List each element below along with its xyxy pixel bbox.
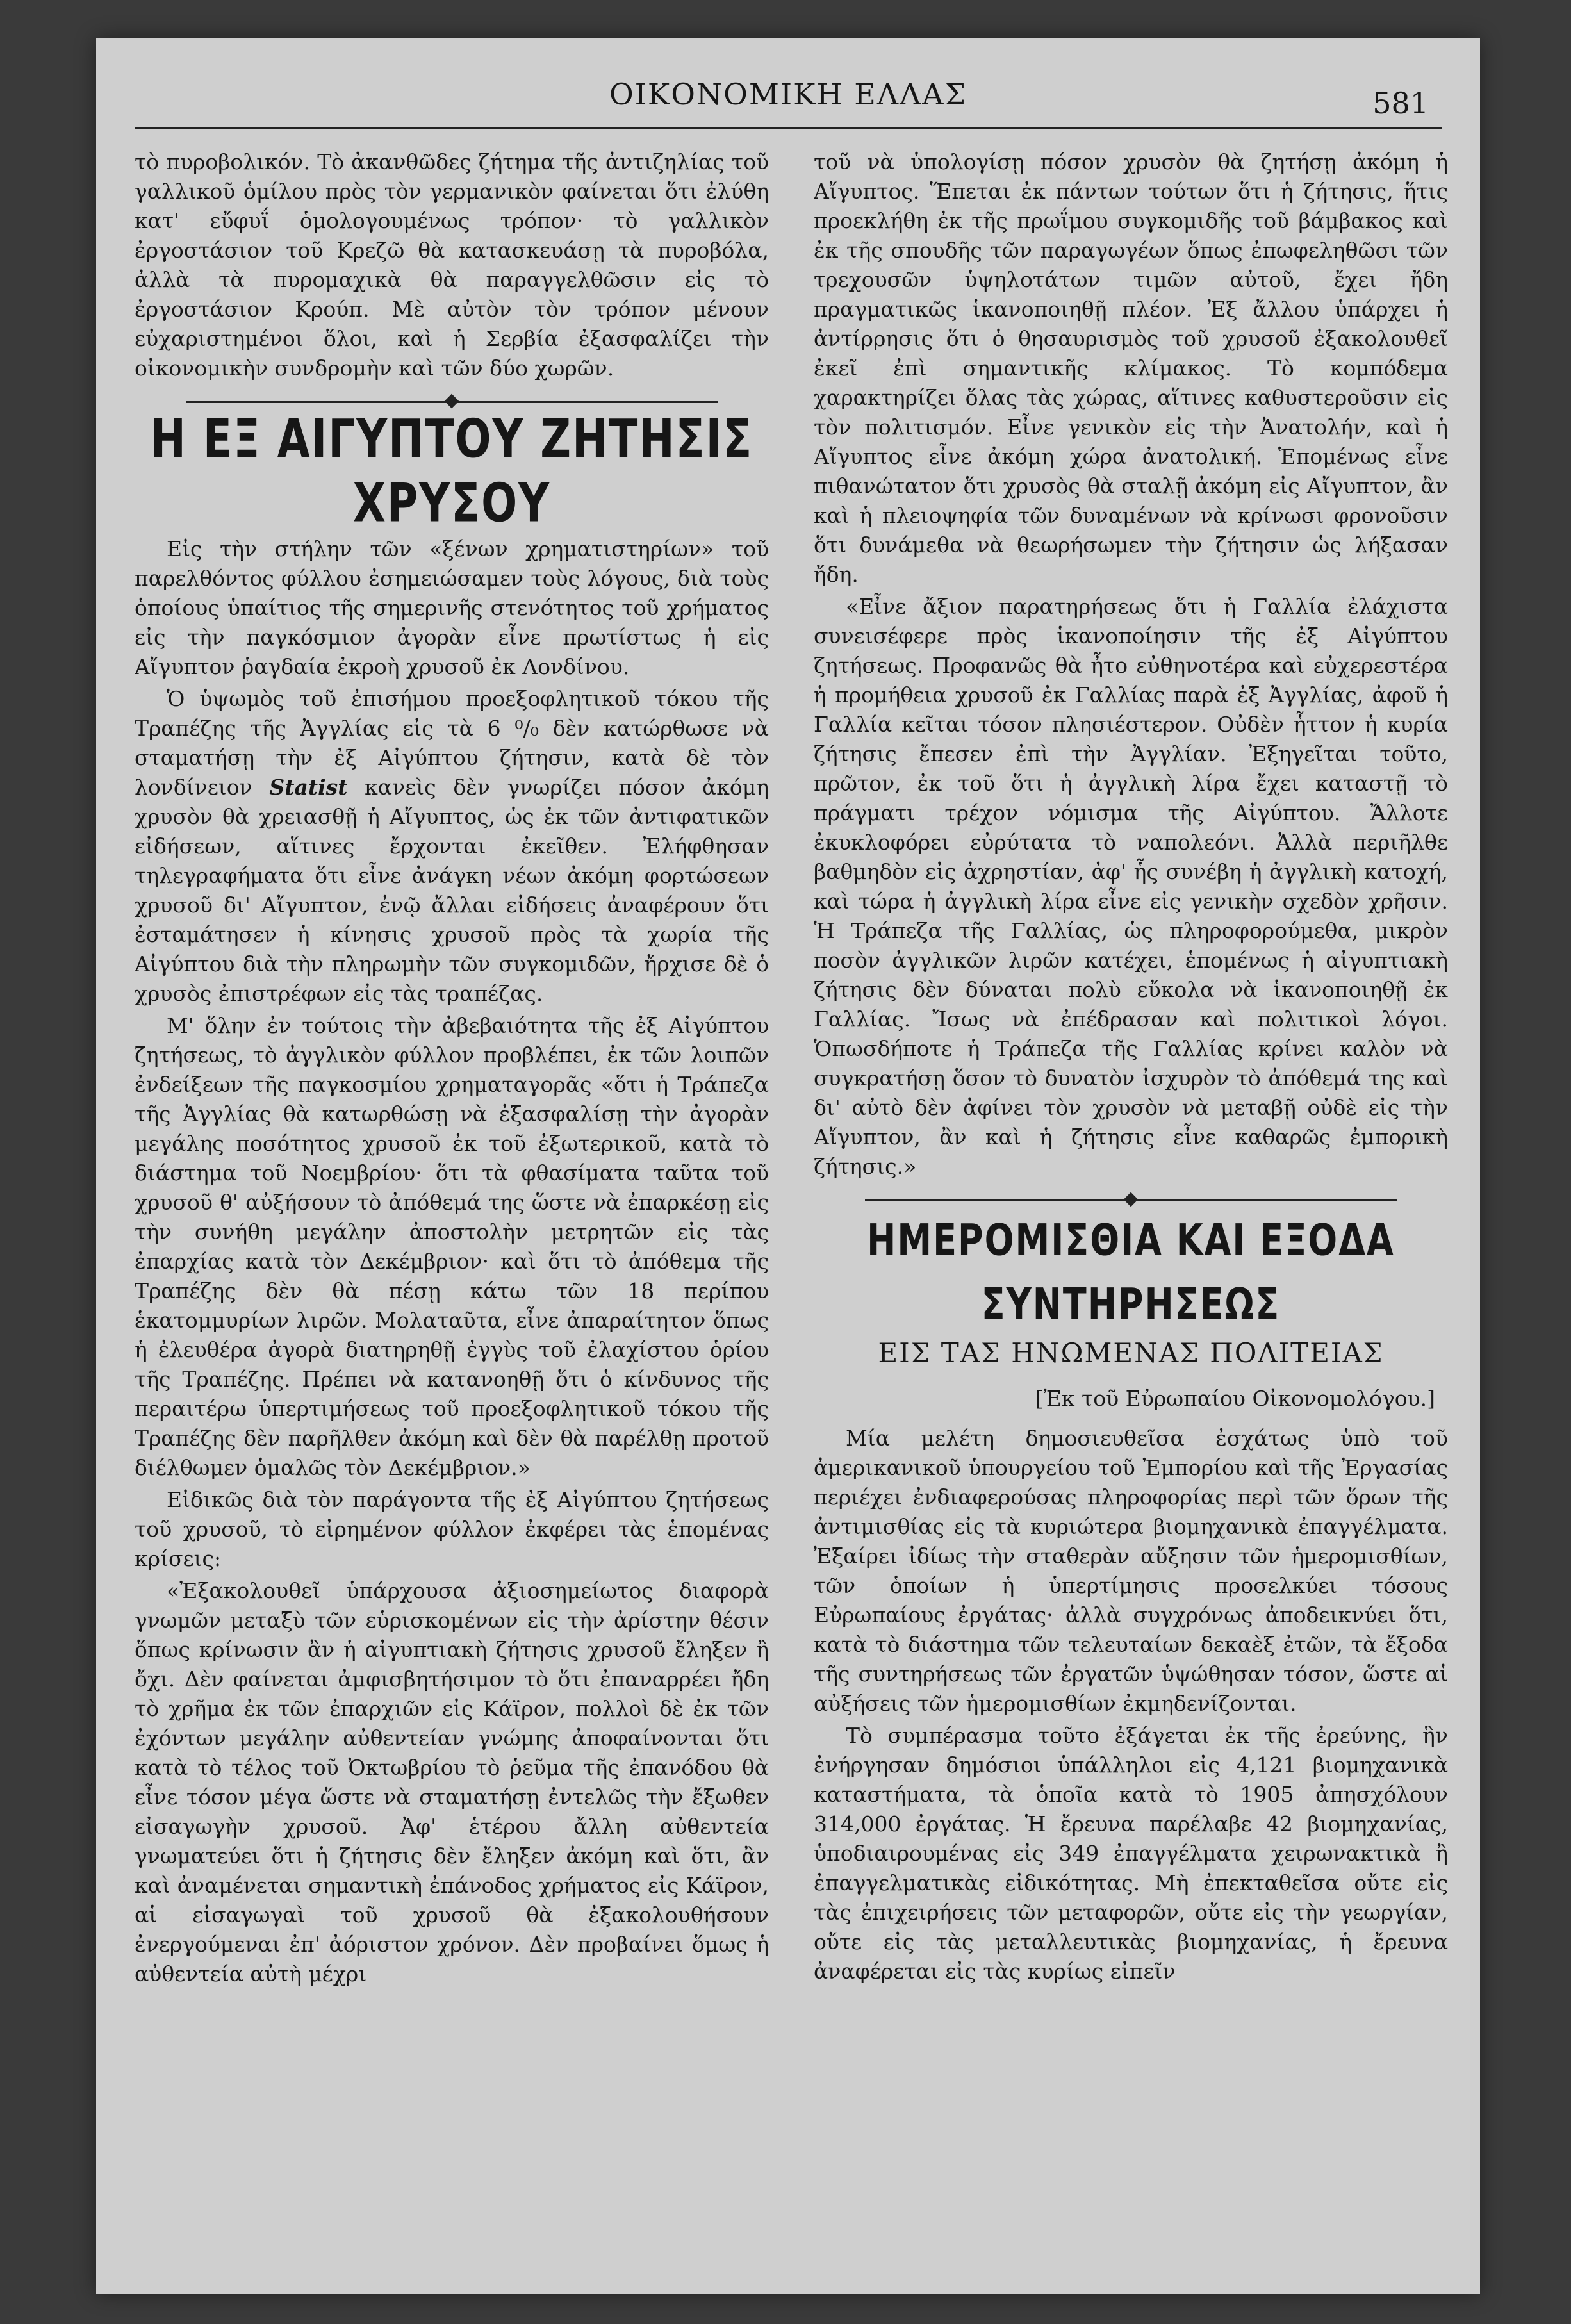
header-rule <box>135 127 1442 129</box>
body-text: κανεὶς δὲν γνωρίζει πόσον ἀκόμη χρυσὸν θὰ χρειασθῇ ἡ Αἴγυπτος, ὡς ἐκ τῶν ἀντιφατικῶν εἰδήσεων, αἵτινες ἔρχονται ἐκεῖθεν. Ἐλήφθησαν τηλεγραφήματα ὅτι εἶνε ἀνάγκη νέων ἀκόμη φορτώσεων χρυσοῦ δι' Αἴγυπτον, ἐνῷ ἄλλαι εἰδήσεις ἀναφέρουν ὅτι ἐσταμάτησεν ἡ κίνησις χρυσοῦ πρὸς τὰ χωρία τῆς Αἰγύπτου διὰ τὴν πληρωμὴν τῶν συγκομιδῶν, ἤρχισε δὲ ὁ χρυσὸς ἐπιστρέφων εἰς τὰς τραπέζας. <box>135 775 769 1006</box>
section-divider <box>865 1191 1397 1210</box>
right-column <box>814 147 1448 2262</box>
body-paragraph <box>135 684 769 1009</box>
body-paragraph: Μία μελέτη δημοσιευθεῖσα ἐσχάτως ὑπὸ τοῦ ἀμερικανικοῦ ὑπουργείου τοῦ Ἐμπορίου καὶ τῆς Ἐργασίας περιέχει ἐνδιαφερούσας πληροφορίας περὶ τῶν ὅρων τῆς ἀντιμισθίας εἰς τὰ κυριώτερα βιομηχανικὰ ἐπαγγέλματα. Ἐξαίρει ἰδίως τὴν σταθερὰν αὔξησιν τῶν ἡμερομισθίων, τῶν ὁποίων ἡ ὑπερτίμησις προσελκύει τόσους Εὐρωπαίους ἐργάτας· ἀλλὰ συγχρόνως ἀποδεικνύει ὅτι, κατὰ τὸ διάστημα τῶν τελευταίων δεκαὲξ ἐτῶν, τὰ ἔξοδα τῆς συντηρήσεως τῶν ἐργατῶν ὑψώθησαν τόσον, ὥστε αἱ αὐξήσεις τῶν ἡμερομισθίων ἐκμηδενίζονται. <box>814 1426 1448 1716</box>
divider-ornament-icon <box>1124 1192 1139 1207</box>
body-paragraph: Εἰδικῶς διὰ τὸν παράγοντα τῆς ἐξ Αἰγύπτου ζητήσεως τοῦ χρυσοῦ, τὸ εἰρημένον φύλλον ἐκφέρει τὰς ἑπομένας κρίσεις: <box>135 1487 769 1571</box>
article-title-gold: Η ΕΞ ΑΙΓΥΠΤΟΥ ΖΗΤΗΣΙΣ ΧΡΥΣΟΥ <box>150 408 753 534</box>
magazine-page <box>96 38 1480 2294</box>
body-paragraph: «Εἶνε ἄξιον παρατηρήσεως ὅτι ἡ Γαλλία ἐλάχιστα συνεισέφερε πρὸς ἱκανοποίησιν τῆς ἐξ Αἰγύπτου ζητήσεως. Προφανῶς θὰ ἦτο εὐθηνοτέρα καὶ εὐχερεστέρα ἡ προμήθεια χρυσοῦ ἐκ Γαλλίας παρὰ ἐξ Ἀγγλίας, ἀφοῦ ἡ Γαλλία κεῖται τόσον πλησιέστερον. Οὐδὲν ἧττον ἡ κυρία ζήτησις ἔπεσεν ἐπὶ τὴν Ἀγγλίαν. Ἐξηγεῖται τοῦτο, πρῶτον, ἐκ τοῦ ὅτι ἡ ἀγγλικὴ λίρα ἔχει καταστῇ τὸ πράγματι τρέχον νόμισμα τῆς Αἰγύπτου. Ἄλλοτε ἐκυκλοφόρει εὐρύτατα τὸ ναπολεόνι. Ἀλλὰ περιῆλθε βαθμηδὸν εἰς ἀχρηστίαν, ἀφ' ἧς συνέβη ἡ ἀγγλικὴ κατοχή, καὶ τώρα ἡ ἀγγλικὴ λίρα εἶνε εἰς γενικὴν σχεδὸν χρῆσιν. Ἡ Τράπεζα τῆς Γαλλίας, ὡς πληροφορούμεθα, μικρὸν ποσὸν ἀγγλικῶν λιρῶν κατέχει, ἑπομένως ἡ αἰγυπτιακὴ ζήτησις δὲν δύναται πολὺ εὔκολα νὰ ἱκανοποιηθῇ ἐκ Γαλλίας. Ἴσως νὰ ἐπέδρασαν καὶ πολιτικοὶ λόγοι. Ὁπωσδήποτε ἡ Τράπεζα τῆς Γαλλίας κρίνει καλὸν νὰ συγκρατήσῃ ὅσον τὸ δυνατὸν ἰσχυρὸν τὸ ἀπόθεμά της καὶ δι' αὐτὸ δὲν ἀφίνει τὸν χρυσὸν νὰ μεταβῇ οὐδὲ εἰς τὴν Αἴγυπτον, ἂν καὶ ἡ ζήτησις εἶνε καθαρῶς ἐμπορικὴ ζήτησις.» <box>814 594 1448 1179</box>
intro-paragraph: τὸ πυροβολικόν. Τὸ ἀκανθῶδες ζήτημα τῆς ἀντιζηλίας τοῦ γαλλικοῦ ὁμίλου πρὸς τὸν γερμανικὸν φαίνεται ὅτι ἐλύθη κατ' εὔφυΐ ὁμολογουμένως τρόπον· τὸ γαλλικὸν ἐργοστάσιον τοῦ Κρεζῶ θὰ κατασκευάσῃ τὰ πυροβόλα, ἀλλὰ τὰ πυρομαχικὰ θὰ παραγγελθῶσιν εἰς τὸ ἐργοστάσιον Κρούπ. Μὲ αὐτὸν τὸν τρόπον μένουν εὐχαριστημένοι ὅλοι, καὶ ἡ Σερβία ἐξασφαλίζει τὴν οἰκονομικὴν συνδρομὴν καὶ τῶν δύο χωρῶν. <box>135 149 769 381</box>
running-title: ΟΙΚΟΝΟΜΙΚΗ ΕΛΛΑΣ <box>609 77 967 111</box>
statist-name: Statist <box>269 775 348 800</box>
article-subtitle: ΕΙΣ ΤΑΣ ΗΝΩΜΕΝΑΣ ΠΟΛΙΤΕΙΑΣ <box>878 1337 1384 1369</box>
body-paragraph: Τὸ συμπέρασμα τοῦτο ἐξάγεται ἐκ τῆς ἐρεύνης, ἣν ἐνήργησαν δημόσιοι ὑπάλληλοι εἰς 4,121 βιομηχανικὰ καταστήματα, τὰ ὁποῖα κατὰ τὸ 1905 ἀπησχόλουν 314,000 ἐργάτας. Ἡ ἔρευνα παρέλαβε 42 βιομηχανίας, ὑποδιαιρουμένας εἰς 349 ἐπαγγέλματα χειρωνακτικὰ ἢ ἐπαγγελματικὰς εἰδικότητας. Μὴ ἐπεκταθεῖσα οὔτε εἰς τὰς ἐπιχειρήσεις τῶν μεταφορῶν, οὔτε εἰς τὴν γεωργίαν, οὔτε εἰς τὰς μεταλλευτικὰς βιομηχανίας, ἡ ἔρευνα ἀναφέρεται εἰς τὰς κυρίως εἰπεῖν <box>814 1723 1448 1984</box>
left-column <box>135 147 769 2262</box>
continuation-paragraph: τοῦ νὰ ὑπολογίσῃ πόσον χρυσὸν θὰ ζητήσῃ ἀκόμη ἡ Αἴγυπτος. Ἕπεται ἐκ πάντων τούτων ὅτι ἡ ζήτησις, ἥτις προεκλήθη ἐκ τῆς πρωΐμου συγκομιδῆς τοῦ βάμβακος καὶ ἐκ τῆς σπουδῆς τῶν παραγωγέων ὅπως ἐπωφεληθῶσι τῶν τρεχουσῶν ὑψηλοτάτων τιμῶν αὐτοῦ, ἔχει ἤδη πραγματικῶς ἱκανοποιηθῇ πλέον. Ἐξ ἄλλου ὑπάρχει ἡ ἀντίρρησις ὅτι ὁ θησαυρισμὸς τοῦ χρυσοῦ ἐξακολουθεῖ ἐκεῖ ἐπὶ σημαντικῆς κλίμακος. Τὸ κομπόδεμα χαρακτηρίζει ὅλας τὰς χώρας, αἵτινες καθυστεροῦσιν εἰς τὸν πολιτισμόν. Εἶνε γενικὸν εἰς τὴν Ἀνατολήν, καὶ ἡ Αἴγυπτος εἶνε ἀκόμη χώρα ἀνατολική. Ἑπομένως εἶνε πιθανώτατον ὅτι χρυσὸς θὰ σταλῇ ἀκόμη εἰς Αἴγυπτον, ἂν καὶ ἡ πλειοψηφία τῶν δυναμένων νὰ κρίνωσι φρονοῦσιν ὅτι δυνάμεθα νὰ θεωρήσωμεν τὴν ζήτησιν ὡς λήξασαν ἤδη. <box>814 149 1448 587</box>
article-title-wages: ΗΜΕΡΟΜΙΣΘΙΑ ΚΑΙ ΕΞΟΔΑ ΣΥΝΤΗΡΗΣΕΩΣ <box>867 1215 1395 1330</box>
body-paragraph: Μ' ὅλην ἐν τούτοις τὴν ἀβεβαιότητα τῆς ἐξ Αἰγύπτου ζητήσεως, τὸ ἀγγλικὸν φύλλον προβλέπει, ἐκ τῶν λοιπῶν ἐνδείξεων τῆς παγκοσμίου χρηματαγορᾶς «ὅτι ἡ Τράπεζα τῆς Ἀγγλίας θὰ κατωρθώσῃ νὰ ἐξασφαλίσῃ τὴν ἀγορὰν μεγάλης ποσότητος χρυσοῦ ἐκ τοῦ ἐξωτερικοῦ, κατὰ τὸ διάστημα τοῦ Νοεμβρίου· ὅτι τὰ φθασίματα ταῦτα τοῦ χρυσοῦ θ' αὐξήσουν τὸ ἀπόθεμά της ὥστε νὰ ἐπαρκέσῃ εἰς τὴν συνήθη μεγάλην ἀποστολὴν μετρητῶν εἰς τὰς ἐπαρχίας κατὰ τὸν Δεκέμβριον· καὶ ὅτι τὸ ἀπόθεμα τῆς Τραπέζης δὲν θὰ πέσῃ κάτω τῶν 18 περίπου ἑκατομμυρίων λιρῶν. Μολαταῦτα, εἶνε ἀπαραίτητον ὅπως ἡ ἐλευθέρα ἀγορὰ διατηρηθῇ ἐγγὺς τοῦ ἐλαχίστου ὁρίου τῆς Τραπέζης. Πρέπει νὰ κατανοηθῇ ὅτι ὁ κίνδυνος τῆς περαιτέρω ὑπερτιμήσεως τοῦ προεξοφλητικοῦ τόκου τῆς Τραπέζης δὲν παρῆλθεν ἀκόμη καὶ δὲν θὰ παρέλθῃ προτοῦ διέλθωμεν ὁμαλῶς τὸν Δεκέμβριον.» <box>135 1013 769 1480</box>
page-number: 581 <box>1372 86 1429 120</box>
body-paragraph: «Ἐξακολουθεῖ ὑπάρχουσα ἀξιοσημείωτος διαφορὰ γνωμῶν μεταξὺ τῶν εὑρισκομένων εἰς τὴν ἀρίστην θέσιν ὅπως κρίνωσιν ἂν ἡ αἰγυπτιακὴ ζήτησις χρυσοῦ ἔληξεν ἢ ὄχι. Δὲν φαίνεται ἀμφισβητήσιμον τὸ ὅτι ἐπαναρρέει ἤδη τὸ χρῆμα ἐκ τῶν ἐπαρχιῶν εἰς Κάϊρον, πολλοὶ δὲ ἐκ τῶν ἐχόντων μεγάλην αὐθεντείαν γνώμης ἀποφαίνονται ὅτι κατὰ τὸ τέλος τοῦ Ὀκτωβρίου τὸ ῥεῦμα τῆς ἐπανόδου θὰ εἶνε τόσον μέγα ὥστε νὰ σταματήσῃ ἐντελῶς τὴν ἔξωθεν εἰσαγωγὴν χρυσοῦ. Ἀφ' ἑτέρου ἄλλη αὐθεντεία γνωματεύει ὅτι ἡ ζήτησις δὲν ἔληξεν ἀκόμη καὶ ὅτι, ἂν καὶ ἀναμένεται σημαντικὴ ἐπάνοδος χρήματος εἰς Κάϊρον, αἱ εἰσαγωγαὶ τοῦ χρυσοῦ θὰ ἐξακολουθήσουν ἐνεργούμεναι ἐπ' ἀόριστον χρόνον. Δὲν προβαίνει ὅμως ἡ αὐθεντεία αὐτὴ μέχρι <box>135 1578 769 1986</box>
source-note: [Ἐκ τοῦ Εὐρωπαίου Οἰκονομολόγου.] <box>1035 1386 1435 1411</box>
running-head <box>96 77 1480 128</box>
body-paragraph: Εἰς τὴν στήλην τῶν «ξένων χρηματιστηρίων» τοῦ παρελθόντος φύλλου ἐσημειώσαμεν τοὺς λόγους, διὰ τοὺς ὁποίους ὑπαίτιος τῆς σημερινῆς στενότητος τοῦ χρήματος εἰς τὴν παγκόσμιον ἀγορὰν εἶνε πρωτίστως ἡ εἰς Αἴγυπτον ῥαγδαία ἐκροὴ χρυσοῦ ἐκ Λονδίνου. <box>135 536 769 679</box>
body-text: Ὁ ὑψωμὸς τοῦ ἐπισήμου προεξοφλητικοῦ τόκου τῆς Τραπέζης τῆς Ἀγγλίας εἰς τὰ 6 ⁰/₀ δὲν κατώρθωσε νὰ σταματήσῃ τὴν ἐξ Αἰγύπτου ζήτησιν, κατὰ δὲ τὸν λονδίνειον <box>135 686 769 800</box>
divider-ornament-icon <box>445 394 459 409</box>
